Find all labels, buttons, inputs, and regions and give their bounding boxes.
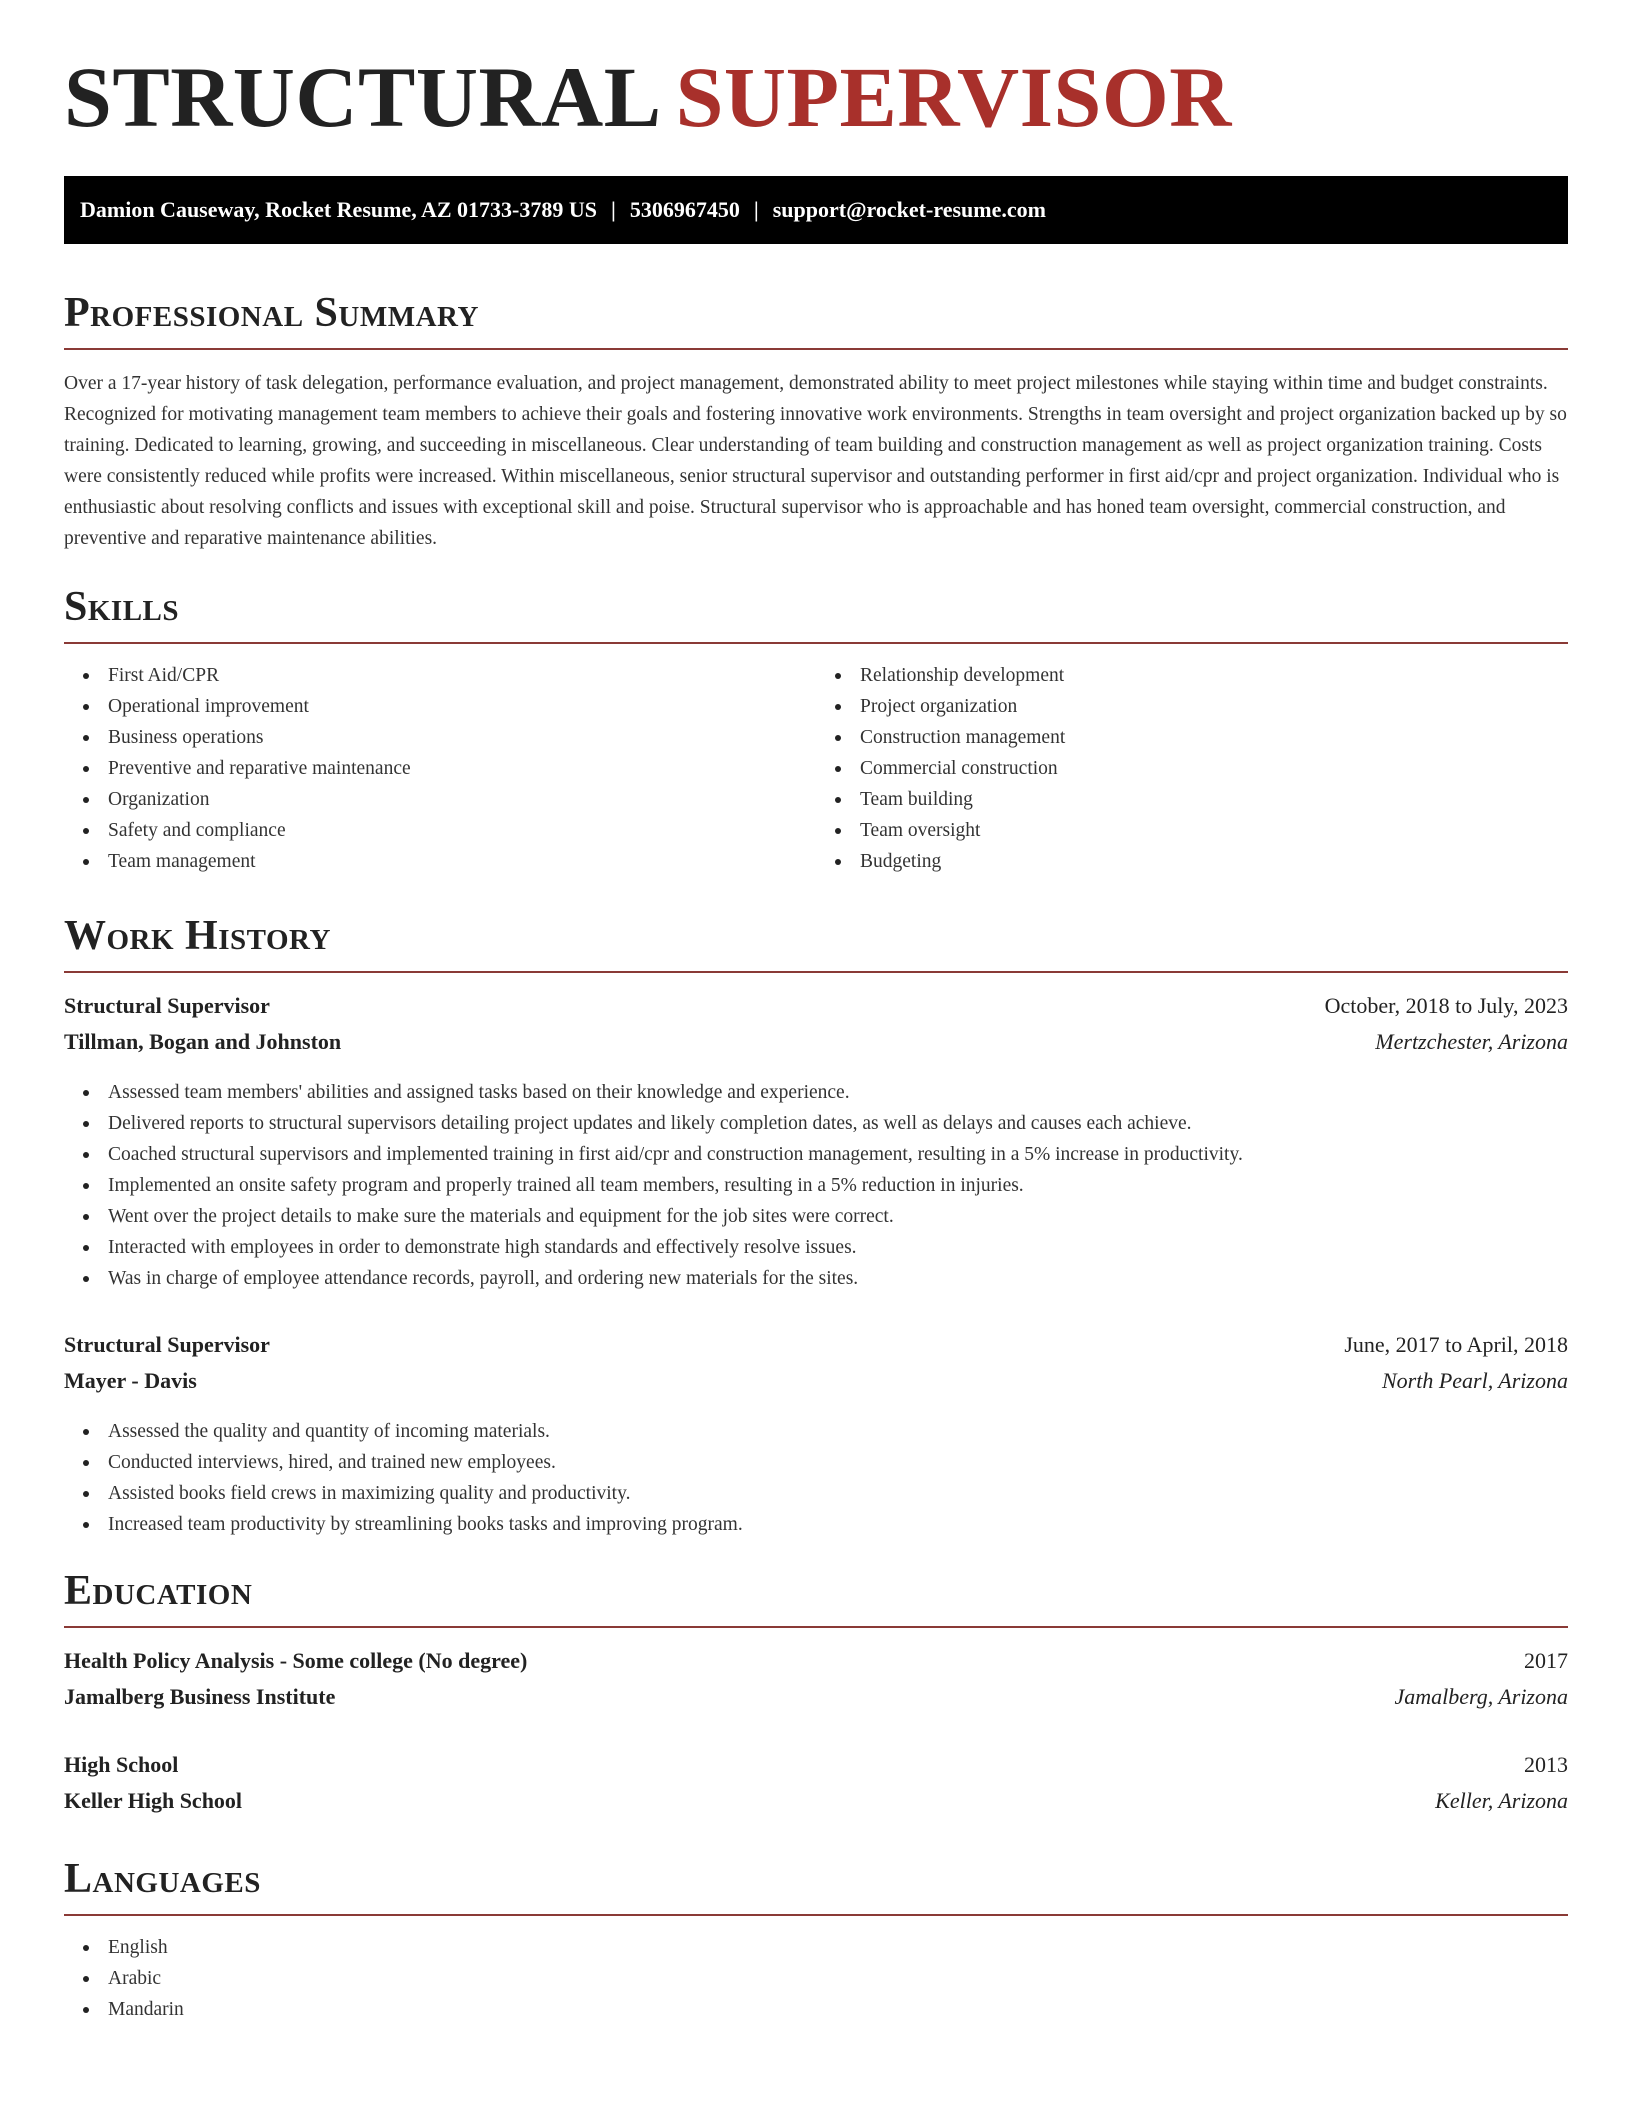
skill-item: First Aid/CPR (64, 660, 816, 691)
job-position: Structural Supervisor (64, 993, 270, 1018)
section-title-work-history: Work History (64, 915, 1568, 973)
skill-item: Preventive and reparative maintenance (64, 753, 816, 784)
job-bullet: Interacted with employees in order to demonstrate high standards and effectively resolve issues. (64, 1232, 1568, 1263)
resume-name (64, 0, 1568, 150)
skills-columns (64, 660, 1568, 877)
contact-phone: 5306967450 (629, 197, 740, 222)
skill-item: Commercial construction (816, 753, 1568, 784)
education-degree-row (64, 1752, 1568, 1788)
name-last: SUPERVISOR (675, 49, 1232, 145)
contact-separator: | (753, 197, 759, 222)
skills-list-right (816, 660, 1568, 877)
job-bullets (64, 1077, 1568, 1294)
section-title-languages: Languages (64, 1858, 1568, 1916)
education-school: Jamalberg Business Institute (64, 1684, 336, 1709)
job-location: North Pearl, Arizona (1381, 1368, 1568, 1393)
skills-list-left (64, 660, 816, 877)
section-title-skills: Skills (64, 586, 1568, 644)
skill-item: Construction management (816, 722, 1568, 753)
skill-item: Organization (64, 784, 816, 815)
job-entry (64, 1332, 1568, 1540)
skill-item: Business operations (64, 722, 816, 753)
skill-item: Budgeting (816, 846, 1568, 877)
job-bullet: Increased team productivity by streamlining books tasks and improving program. (64, 1509, 1568, 1540)
summary-section (64, 292, 1568, 554)
skill-item: Team building (816, 784, 1568, 815)
education-year: 2013 (1524, 1752, 1568, 1777)
language-item: Arabic (64, 1963, 1568, 1994)
summary-text: Over a 17-year history of task delegation, performance evaluation, and project management, demonstrated ability to meet project milestones while staying within time and budget constraints. Recognized for motivating management team members to achieve their goals and fostering innovative work environments. Strengths in team oversight and project organization backed up by so training. Dedicated to learning, growing, and succeeding in miscellaneous. Clear understanding of team building and construction management as well as project organization training. Costs were consistently reduced while profits were increased. Within miscellaneous, senior structural supervisor and outstanding performer in first aid/cpr and project organization. Individual who is enthusiastic about resolving conflicts and issues with exceptional skill and poise. Structural supervisor who is approachable and has honed team oversight, commercial construction, and preventive and reparative maintenance abilities. (64, 373, 1567, 549)
education-location: Keller, Arizona (1435, 1788, 1568, 1813)
skill-item: Safety and compliance (64, 815, 816, 846)
job-bullet: Conducted interviews, hired, and trained new employees. (64, 1447, 1568, 1478)
languages-list (64, 1932, 1568, 2025)
job-company: Tillman, Bogan and Johnston (64, 1029, 342, 1054)
skills-section (64, 586, 1568, 877)
skill-item: Team management (64, 846, 816, 877)
job-company-row (64, 1029, 1568, 1065)
education-degree: Health Policy Analysis - Some college (No degree) (64, 1648, 528, 1673)
job-bullet: Implemented an onsite safety program and properly trained all team members, resulting in a 5% reduction in injuries. (64, 1170, 1568, 1201)
education-entry (64, 1648, 1568, 1720)
language-item: Mandarin (64, 1994, 1568, 2025)
contact-email: support@rocket-resume.com (772, 197, 1046, 222)
contact-address: Damion Causeway, Rocket Resume, AZ 01733-3789 US (80, 197, 597, 222)
section-title-education: Education (64, 1570, 1568, 1628)
name-first: STRUCTURAL (64, 49, 662, 145)
job-header-row (64, 993, 1568, 1029)
section-title-summary: Professional Summary (64, 292, 1568, 350)
skill-item: Team oversight (816, 815, 1568, 846)
job-bullet: Assessed team members' abilities and assigned tasks based on their knowledge and experience. (64, 1077, 1568, 1108)
work-history-section (64, 915, 1568, 1540)
education-location: Jamalberg, Arizona (1394, 1684, 1568, 1709)
job-bullet: Went over the project details to make sure the materials and equipment for the job sites were correct. (64, 1201, 1568, 1232)
education-school-row (64, 1684, 1568, 1720)
skill-item: Project organization (816, 691, 1568, 722)
languages-section (64, 1858, 1568, 2025)
job-company-row (64, 1368, 1568, 1404)
job-bullet: Assisted books field crews in maximizing quality and productivity. (64, 1478, 1568, 1509)
contact-separator: | (611, 197, 616, 222)
job-bullet: Assessed the quality and quantity of incoming materials. (64, 1416, 1568, 1447)
skill-item: Operational improvement (64, 691, 816, 722)
job-dates: October, 2018 to July, 2023 (1324, 993, 1568, 1018)
education-school: Keller High School (64, 1788, 243, 1813)
language-item: English (64, 1932, 1568, 1963)
job-header-row (64, 1332, 1568, 1368)
education-degree: High School (64, 1752, 179, 1777)
job-location: Mertzchester, Arizona (1375, 1029, 1568, 1054)
job-bullets (64, 1416, 1568, 1540)
job-company: Mayer - Davis (64, 1368, 197, 1393)
job-bullet: Was in charge of employee attendance records, payroll, and ordering new materials for the sites. (64, 1263, 1568, 1294)
education-degree-row (64, 1648, 1568, 1684)
job-bullet: Coached structural supervisors and implemented training in first aid/cpr and construction management, resulting in a 5% increase in productivity. (64, 1139, 1568, 1170)
skill-item: Relationship development (816, 660, 1568, 691)
education-section (64, 1570, 1568, 1824)
education-year: 2017 (1524, 1648, 1568, 1673)
education-school-row (64, 1788, 1568, 1824)
job-entry (64, 993, 1568, 1294)
job-position: Structural Supervisor (64, 1332, 270, 1357)
job-dates: June, 2017 to April, 2018 (1344, 1332, 1568, 1357)
education-entry (64, 1752, 1568, 1824)
contact-bar (64, 176, 1568, 244)
job-bullet: Delivered reports to structural supervisors detailing project updates and likely completion dates, as well as delays and causes each achieve. (64, 1108, 1568, 1139)
